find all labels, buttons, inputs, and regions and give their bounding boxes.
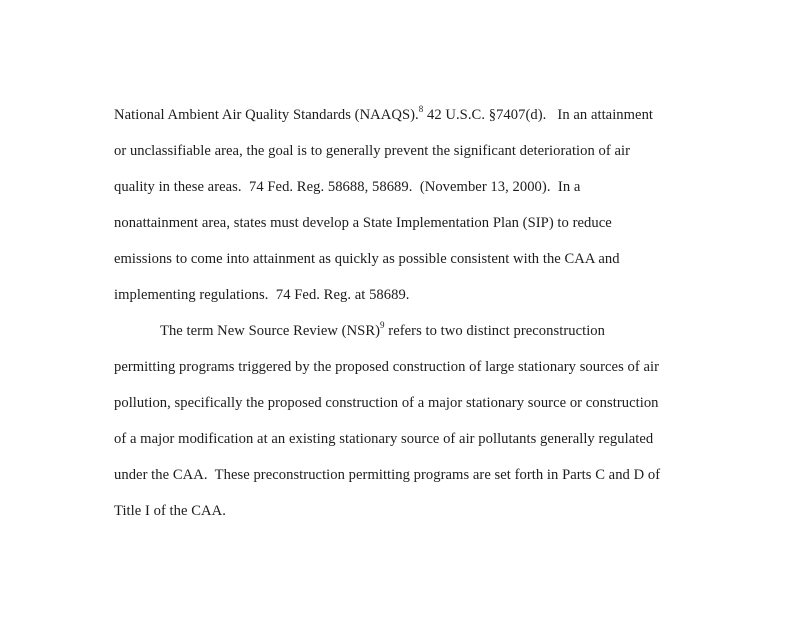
paragraph-2-line-4: of a major modification at an existing stationary source of air pollutants generally regulated: [114, 431, 654, 447]
paragraph-2-line-1: [160, 322, 605, 340]
paragraph-1-line-1-text: National Ambient Air Quality Standards (NAAQS).: [114, 107, 419, 123]
paragraph-2-line-3: pollution, specifically the proposed construction of a major stationary source or construction: [114, 395, 659, 411]
paragraph-1-line-1-citation: 42 U.S.C. §7407(d). In an attainment: [423, 107, 654, 123]
paragraph-2-line-1-text: The term New Source Review (NSR): [160, 323, 381, 339]
paragraph-1-line-4: nonattainment area, states must develop a State Implementation Plan (SIP) to reduce: [114, 215, 612, 231]
paragraph-1-line-5: emissions to come into attainment as quickly as possible consistent with the CAA and: [114, 251, 620, 267]
paragraph-2-line-6: Title I of the CAA.: [114, 503, 226, 519]
footnote-marker-8[interactable]: 8: [418, 104, 424, 115]
paragraph-2-line-5: under the CAA. These preconstruction permitting programs are set forth in Parts C and D of: [114, 467, 661, 483]
paragraph-2-line-1-rest: refers to two distinct preconstruction: [384, 323, 606, 339]
footnote-marker-9[interactable]: 9: [380, 320, 385, 331]
paragraph-1-line-3: quality in these areas. 74 Fed. Reg. 58688, 58689. (November 13, 2000). In a: [114, 179, 581, 195]
paragraph-1-line-2: or unclassifiable area, the goal is to generally prevent the significant deterioration of air: [114, 143, 631, 159]
paragraph-1-line-6: implementing regulations. 74 Fed. Reg. at 58689.: [114, 287, 410, 303]
paragraph-1-line-1: [114, 106, 653, 124]
paragraph-2-line-2: permitting programs triggered by the proposed construction of large stationary sources of air: [114, 359, 660, 375]
